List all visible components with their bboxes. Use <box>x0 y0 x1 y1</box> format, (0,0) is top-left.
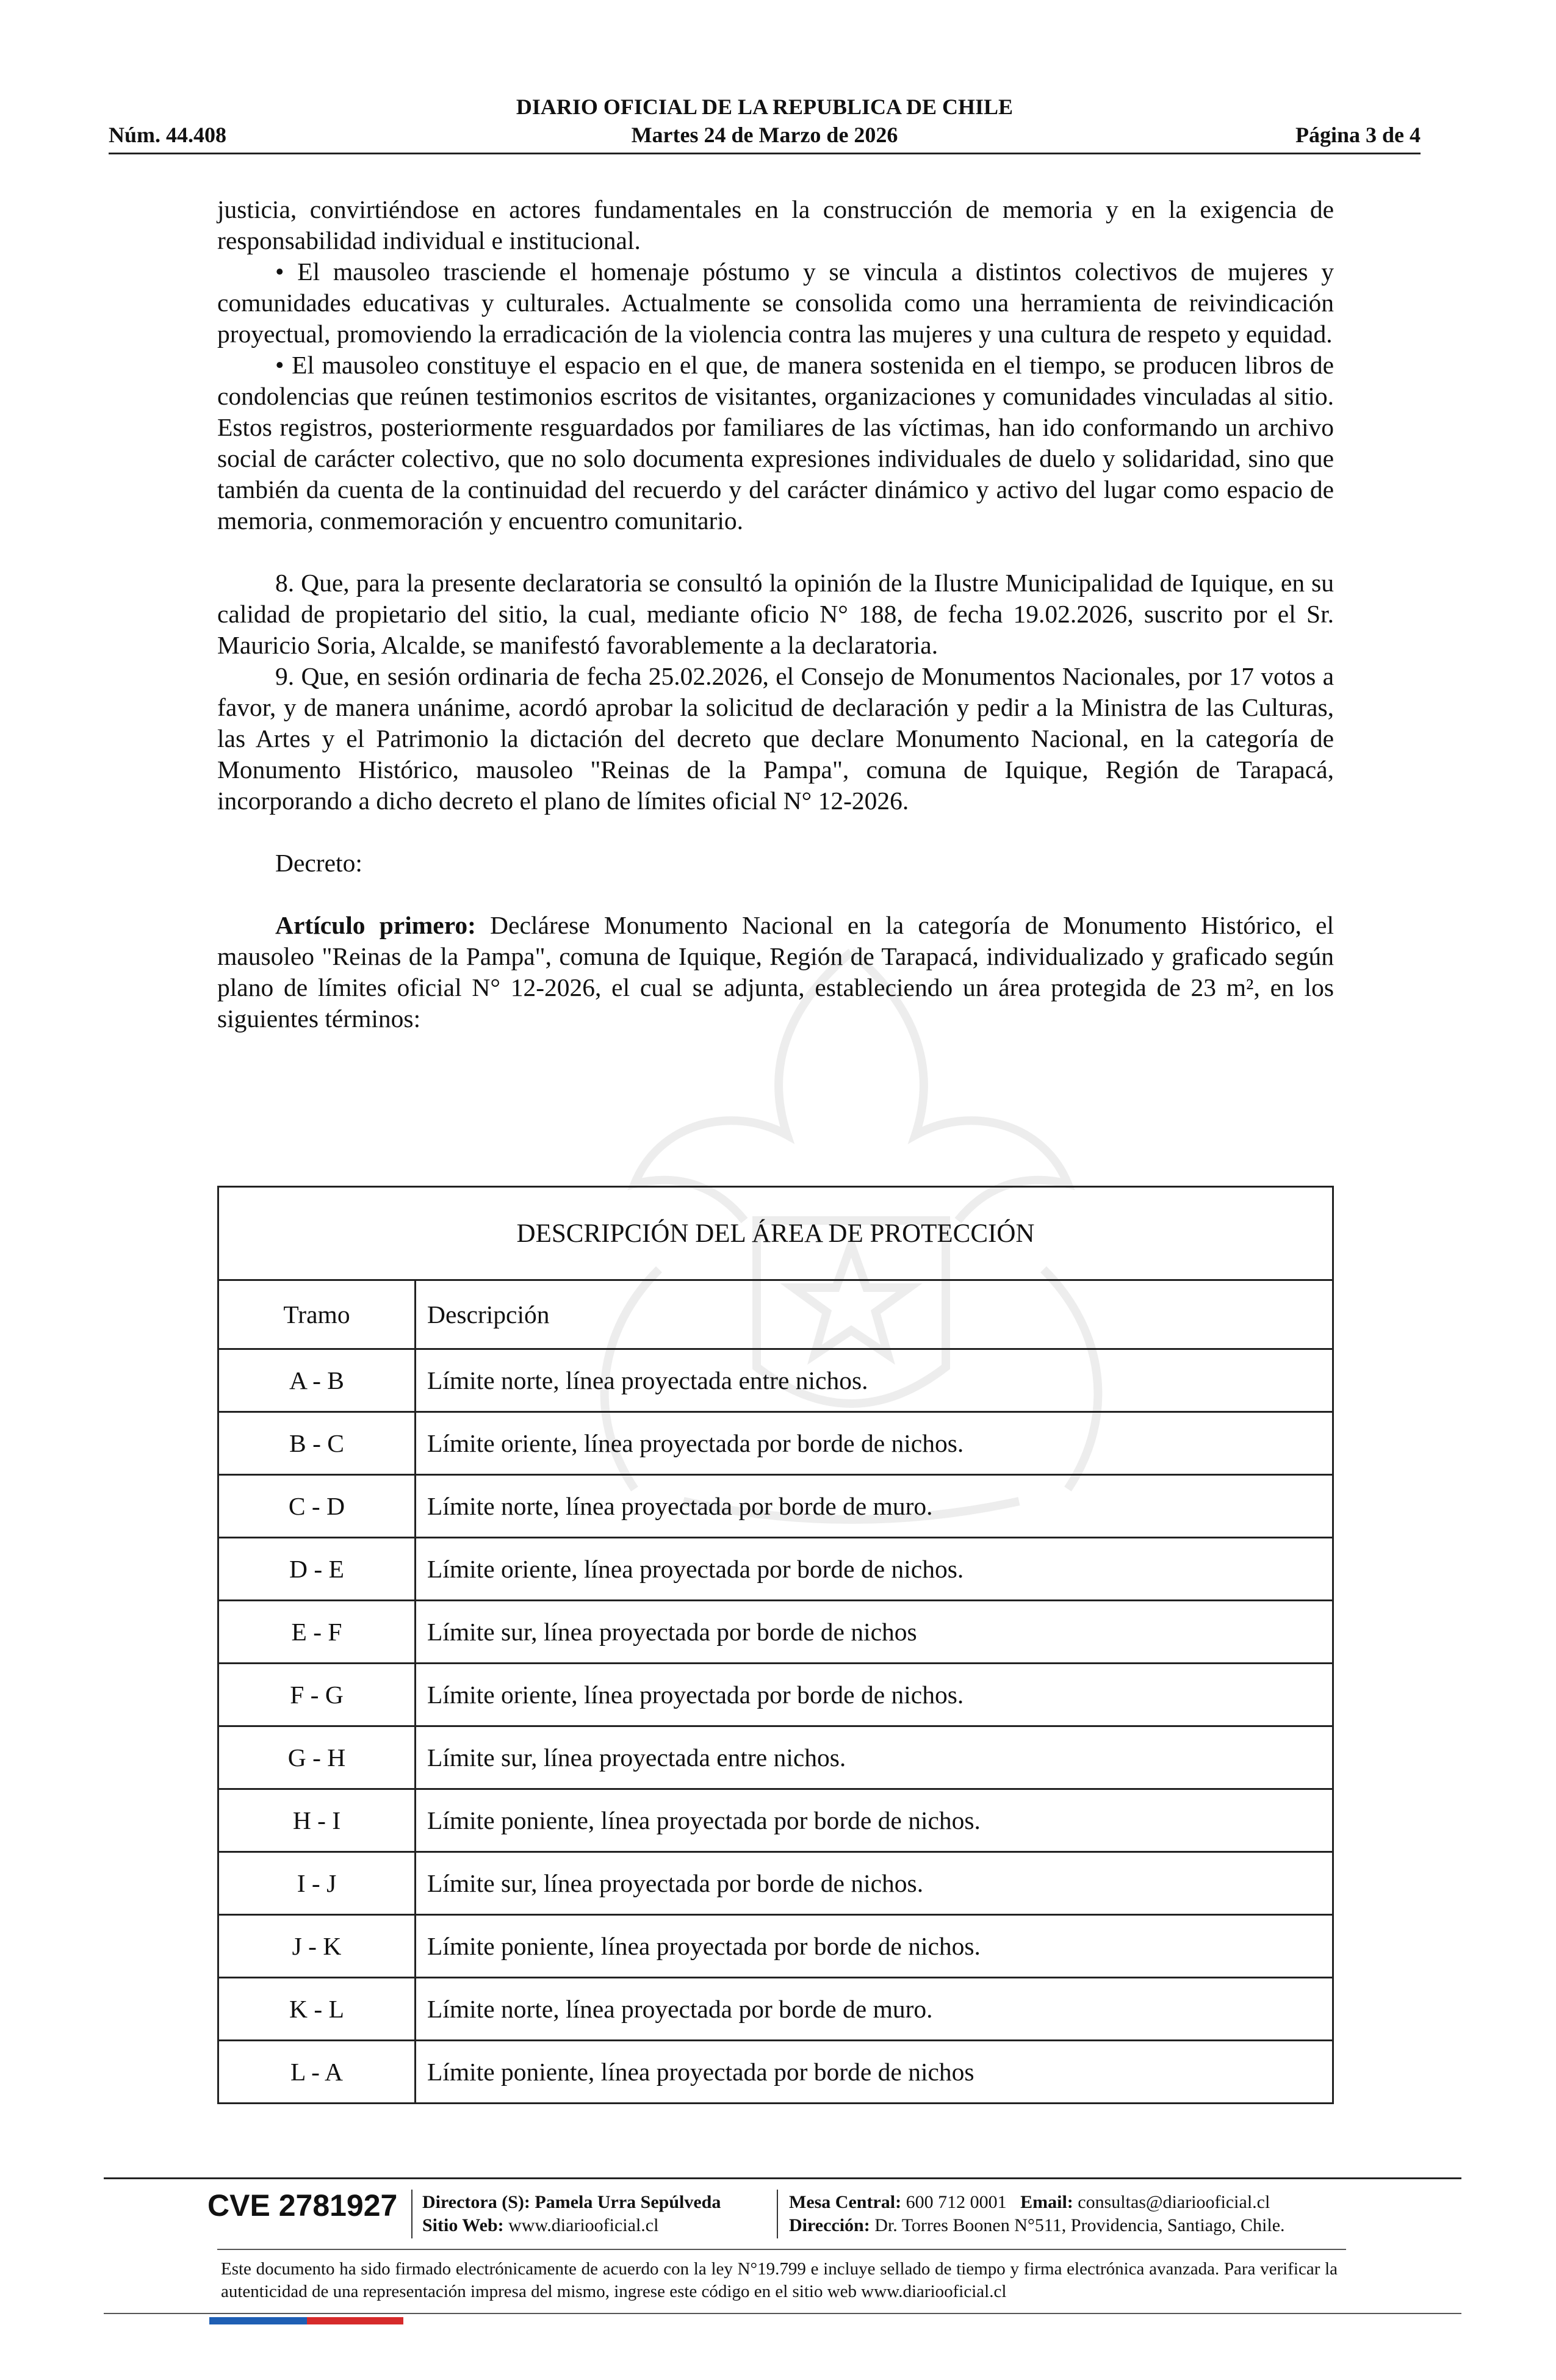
footer-divider-mid <box>217 2249 1346 2250</box>
flag-stripe-icon <box>209 2317 403 2324</box>
table-title: DESCRIPCIÓN DEL ÁREA DE PROTECCIÓN <box>218 1187 1333 1280</box>
direccion-label: Dirección: <box>789 2215 870 2235</box>
address-line <box>789 2214 1285 2237</box>
table-row <box>218 1664 1333 1726</box>
tramo-cell: L - A <box>218 2041 416 2104</box>
mesa-label: Mesa Central: <box>789 2192 902 2212</box>
tramo-cell: G - H <box>218 1726 416 1789</box>
document-body <box>217 194 1334 1034</box>
footer-contact-info <box>789 2191 1285 2237</box>
description-cell: Límite norte, línea proyectada entre nichos. <box>416 1349 1333 1412</box>
address-value: Dr. Torres Boonen N°511, Providencia, Santiago, Chile. <box>874 2215 1285 2235</box>
flag-red-segment <box>307 2317 403 2324</box>
table-row <box>218 2041 1333 2104</box>
footer-separator <box>411 2190 412 2238</box>
legal-notice: Este documento ha sido firmado electrónicamente de acuerdo con la ley N°19.799 e incluye sellado de tiempo y firma electrónica avanzada. Para verificar la autenticidad de una representación impresa del mismo, ingrese este código en el sitio web www.diariooficial.cl <box>221 2259 1338 2301</box>
table-header-row <box>218 1280 1333 1349</box>
issue-date: Martes 24 de Marzo de 2026 <box>631 123 898 147</box>
table-row <box>218 1412 1333 1475</box>
tramo-cell: D - E <box>218 1538 416 1601</box>
table-row <box>218 1475 1333 1538</box>
table-row <box>218 1978 1333 2041</box>
tramo-cell: K - L <box>218 1978 416 2041</box>
description-cell: Límite poniente, línea proyectada por borde de nichos <box>416 2041 1333 2104</box>
website-link[interactable]: www.diariooficial.cl <box>508 2215 659 2235</box>
decree-heading: Decreto: <box>275 849 362 877</box>
bullet-paragraph: • El mausoleo constituye el espacio en el que, de manera sostenida en el tiempo, se producen libros de condolencias que reúnen testimonios escritos de visitantes, organizaciones y comunidades vinculadas al sitio. Estos registros, posteriormente resguardados por familiares de las víctimas, han ido conformando un archivo social de carácter colectivo, que no solo documenta expresiones individuales de duelo y solidaridad, sino que también da cuenta de la continuidad del recuerdo y del carácter dinámico y activo del lugar como espacio de memoria, conmemoración y encuentro comunitario. <box>217 351 1334 535</box>
paragraph: justicia, convirtiéndose en actores fundamentales en la construcción de memoria y en la exigencia de responsabilidad individual e institucional. <box>217 195 1334 254</box>
article-text: Declárese Monumento Nacional en la categoría de Monumento Histórico, el mausoleo "Reinas de la Pampa", comuna de Iquique, Región de Tarapacá, individualizado y graficado según plano de límites oficial N° 12-2026, el cual se adjunta, estableciendo un área protegida de 23 m², en los siguientes términos: <box>217 911 1334 1033</box>
article-label: Artículo primero: <box>275 911 476 939</box>
description-cell: Límite oriente, línea proyectada por borde de nichos. <box>416 1412 1333 1475</box>
description-cell: Límite poniente, línea proyectada por borde de nichos. <box>416 1915 1333 1978</box>
table-row <box>218 1349 1333 1412</box>
header-divider <box>109 153 1421 154</box>
description-cell: Límite sur, línea proyectada por borde de nichos. <box>416 1852 1333 1915</box>
numbered-paragraph: 8. Que, para la presente declaratoria se consultó la opinión de la Ilustre Municipalidad de Iquique, en su calidad de propietario del sitio, la cual, mediante oficio N° 188, de fecha 19.02.2026, suscrito por el Sr. Mauricio Soria, Alcalde, se manifestó favorablemente a la declaratoria. <box>217 569 1334 659</box>
tramo-cell: J - K <box>218 1915 416 1978</box>
tramo-cell: A - B <box>218 1349 416 1412</box>
table-row <box>218 1726 1333 1789</box>
description-cell: Límite norte, línea proyectada por borde de muro. <box>416 1475 1333 1538</box>
newspaper-title: DIARIO OFICIAL DE LA REPUBLICA DE CHILE <box>516 95 1014 119</box>
spacer <box>217 879 1334 910</box>
article-paragraph <box>217 910 1334 1034</box>
issue-number: Núm. 44.408 <box>109 123 227 147</box>
tramo-cell: H - I <box>218 1789 416 1852</box>
cve-code: CVE 2781927 <box>207 2188 398 2223</box>
phone-number: 600 712 0001 <box>906 2192 1007 2212</box>
footer-separator <box>777 2190 778 2238</box>
sitio-label: Sitio Web: <box>422 2215 504 2235</box>
tramo-cell: C - D <box>218 1475 416 1538</box>
directora-line <box>422 2191 721 2214</box>
description-cell: Límite sur, línea proyectada entre nichos. <box>416 1726 1333 1789</box>
description-cell: Límite oriente, línea proyectada por borde de nichos. <box>416 1538 1333 1601</box>
column-header-tramo: Tramo <box>218 1280 416 1349</box>
numbered-paragraph: 9. Que, en sesión ordinaria de fecha 25.02.2026, el Consejo de Monumentos Nacionales, por 17 votos a favor, y de manera unánime, acordó aprobar la solicitud de declaración y pedir a la Ministra de las Culturas, las Artes y el Patrimonio la dictación del decreto que declare Monumento Nacional, en la categoría de Monumento Histórico, mausoleo "Reinas de la Pampa", comuna de Iquique, Región de Tarapacá, incorporando a dicho decreto el plano de límites oficial N° 12-2026. <box>217 662 1334 815</box>
table-row <box>218 1538 1333 1601</box>
column-header-descripcion: Descripción <box>416 1280 1333 1349</box>
table-row <box>218 1601 1333 1664</box>
spacer <box>217 536 1334 568</box>
directora-label: Directora (S): <box>422 2192 530 2212</box>
contact-line <box>789 2191 1285 2214</box>
tramo-cell: B - C <box>218 1412 416 1475</box>
table-row <box>218 1789 1333 1852</box>
footer-divider-bottom <box>104 2313 1461 2314</box>
tramo-cell: E - F <box>218 1601 416 1664</box>
spacer <box>217 817 1334 848</box>
protection-area-table <box>217 1186 1334 2104</box>
table-row <box>218 1852 1333 1915</box>
directora-name: Pamela Urra Sepúlveda <box>535 2192 721 2212</box>
table-title-row <box>218 1187 1333 1280</box>
footer-editor-info <box>422 2191 721 2237</box>
table-row <box>218 1915 1333 1978</box>
page-number: Página 3 de 4 <box>1295 123 1421 147</box>
description-cell: Límite norte, línea proyectada por borde de muro. <box>416 1978 1333 2041</box>
flag-blue-segment <box>209 2317 307 2324</box>
footer-divider-top <box>104 2177 1461 2179</box>
description-cell: Límite oriente, línea proyectada por borde de nichos. <box>416 1664 1333 1726</box>
email-link[interactable]: consultas@diariooficial.cl <box>1078 2192 1270 2212</box>
description-cell: Límite sur, línea proyectada por borde de nichos <box>416 1601 1333 1664</box>
tramo-cell: F - G <box>218 1664 416 1726</box>
email-label: Email: <box>1020 2192 1073 2212</box>
tramo-cell: I - J <box>218 1852 416 1915</box>
page-header <box>109 93 1421 148</box>
bullet-paragraph: • El mausoleo trasciende el homenaje póstumo y se vincula a distintos colectivos de mujeres y comunidades educativas y culturales. Actualmente se consolida como una herramienta de reivindicación proyectual, promoviendo la erradicación de la violencia contra las mujeres y una cultura de respeto y equidad. <box>217 258 1334 348</box>
description-cell: Límite poniente, línea proyectada por borde de nichos. <box>416 1789 1333 1852</box>
sitio-line <box>422 2214 721 2237</box>
